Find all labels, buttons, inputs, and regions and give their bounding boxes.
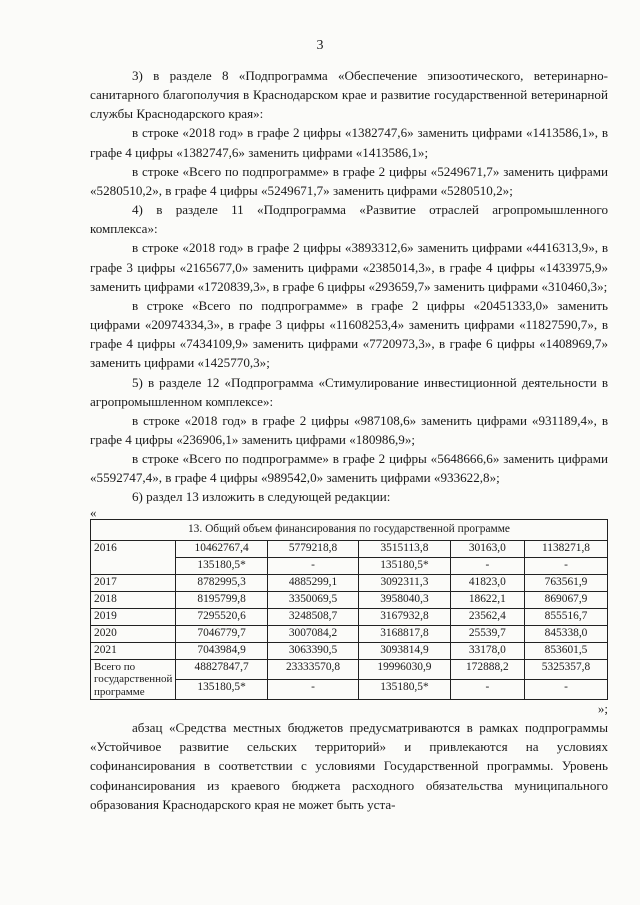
value-cell: 3350069,5: [267, 591, 358, 608]
value-cell: 5779218,8: [267, 540, 358, 557]
value-cell: 23562,4: [450, 608, 524, 625]
paragraph: 4) в разделе 11 «Подпрограмма «Развитие отраслей агропромышленного комплекса»:: [90, 202, 608, 237]
paragraph: в строке «Всего по подпрограмме» в графе 2 цифры «5249671,7» заменить цифрами «5280510,2», в графе 4 цифры «5249671,7» заменить цифрами «5280510,2»;: [90, 163, 608, 198]
value-cell: 3515113,8: [359, 540, 450, 557]
total-value-cell: 135180,5*: [359, 679, 450, 699]
total-value-cell: 23333570,8: [267, 659, 358, 679]
value-cell: 7295520,6: [176, 608, 267, 625]
year-cell: 2018: [91, 591, 176, 608]
total-value-cell: 19996030,9: [359, 659, 450, 679]
total-value-cell: -: [267, 679, 358, 699]
year-cell: 2016: [91, 540, 176, 574]
paragraph: в строке «Всего по подпрограмме» в графе 2 цифры «20451333,0» заменить цифрами «20974334,3», в графе 3 цифры «11608253,4» заменить цифрами «11827590,7», в графе 4 цифры «7434109,9» заменить цифрами «7720973,3», в графе 6 цифры «1408969,7» заменить цифрами «1425770,3»;: [90, 297, 608, 371]
page-number: 3: [316, 38, 324, 53]
paragraph: в строке «Всего по подпрограмме» в графе 2 цифры «5648666,6» заменить цифрами «5592747,4», в графе 4 цифры «989542,0» заменить цифрами «933622,8»;: [90, 451, 608, 486]
total-value-cell: -: [450, 679, 524, 699]
document-body: [90, 66, 608, 814]
financing-table: [90, 519, 608, 701]
table-caption: 13. Общий объем финансирования по государственной программе: [91, 519, 608, 540]
year-cell: 2017: [91, 574, 176, 591]
value-cell: 763561,9: [525, 574, 608, 591]
total-value-cell: 5325357,8: [525, 659, 608, 679]
table-row: [91, 574, 608, 591]
value-cell: 845338,0: [525, 625, 608, 642]
total-label-cell: Всего по государственной программе: [91, 659, 176, 700]
paragraph: абзац «Средства местных бюджетов предусматриваются в рамках подпрограммы «Устойчивое развитие сельских территорий» и привлекаются на условиях софинансирования в соответствии с условиями Государственной программы. Уровень софинансирования из краевого бюджета расходного обязательства муниципального образования Краснодарского края не может быть уста-: [90, 720, 608, 812]
value-cell: 18622,1: [450, 591, 524, 608]
value-cell: 30163,0: [450, 540, 524, 557]
paragraph: 6) раздел 13 изложить в следующей редакции:: [132, 489, 391, 505]
value-cell: -: [525, 557, 608, 574]
value-cell: 3007084,2: [267, 625, 358, 642]
year-cell: 2019: [91, 608, 176, 625]
table-total-row: [91, 659, 608, 679]
value-cell: 3093814,9: [359, 642, 450, 659]
value-cell: 3958040,3: [359, 591, 450, 608]
value-cell: 853601,5: [525, 642, 608, 659]
after-table-text: [90, 718, 608, 814]
paragraph: в строке «2018 год» в графе 2 цифры «987108,6» заменить цифрами «931189,4», в графе 4 цифры «236906,1» заменить цифрами «180986,9»;: [90, 412, 608, 447]
quote-open-mark: «: [90, 504, 97, 520]
table-row: [91, 591, 608, 608]
total-value-cell: 172888,2: [450, 659, 524, 679]
value-cell: -: [450, 557, 524, 574]
table-caption-row: [91, 519, 608, 540]
table-row: [91, 642, 608, 659]
paragraph: в строке «2018 год» в графе 2 цифры «3893312,6» заменить цифрами «4416313,9», в графе 3 цифры «2165677,0» заменить цифрами «2385014,3», в графе 4 цифры «1433975,9» заменить цифрами «1720839,3», в графе 6 цифры «293659,7» заменить цифрами «310460,3»;: [90, 240, 608, 294]
value-cell: 855516,7: [525, 608, 608, 625]
value-cell: 41823,0: [450, 574, 524, 591]
value-cell: 135180,5*: [176, 557, 267, 574]
value-cell: 10462767,4: [176, 540, 267, 557]
value-cell: 3092311,3: [359, 574, 450, 591]
total-value-cell: 48827847,7: [176, 659, 267, 679]
value-cell: 3248508,7: [267, 608, 358, 625]
value-cell: 8782995,3: [176, 574, 267, 591]
value-cell: 7046779,7: [176, 625, 267, 642]
year-cell: 2020: [91, 625, 176, 642]
value-cell: 8195799,8: [176, 591, 267, 608]
value-cell: 869067,9: [525, 591, 608, 608]
value-cell: 3167932,8: [359, 608, 450, 625]
value-cell: 7043984,9: [176, 642, 267, 659]
value-cell: 4885299,1: [267, 574, 358, 591]
year-cell: 2021: [91, 642, 176, 659]
value-cell: 1138271,8: [525, 540, 608, 557]
paragraph: в строке «2018 год» в графе 2 цифры «1382747,6» заменить цифрами «1413586,1», в графе 4 цифры «1382747,6» заменить цифрами «1413586,1»;: [90, 125, 608, 160]
quote-close-mark: »;: [597, 701, 608, 717]
value-cell: -: [267, 557, 358, 574]
table-row: [91, 540, 608, 557]
total-value-cell: 135180,5*: [176, 679, 267, 699]
paragraph: 3) в разделе 8 «Подпрограмма «Обеспечение эпизоотического, ветеринарно-санитарного благополучия в Краснодарском крае и развитие государственной ветеринарной службы Краснодарского края»:: [90, 68, 608, 122]
value-cell: 3168817,8: [359, 625, 450, 642]
table-row: [91, 625, 608, 642]
paragraph: 5) в разделе 12 «Подпрограмма «Стимулирование инвестиционной деятельности в агропромышленном комплексе»:: [90, 374, 608, 409]
value-cell: 25539,7: [450, 625, 524, 642]
table-row: [91, 608, 608, 625]
total-value-cell: -: [525, 679, 608, 699]
value-cell: 135180,5*: [359, 557, 450, 574]
value-cell: 33178,0: [450, 642, 524, 659]
value-cell: 3063390,5: [267, 642, 358, 659]
